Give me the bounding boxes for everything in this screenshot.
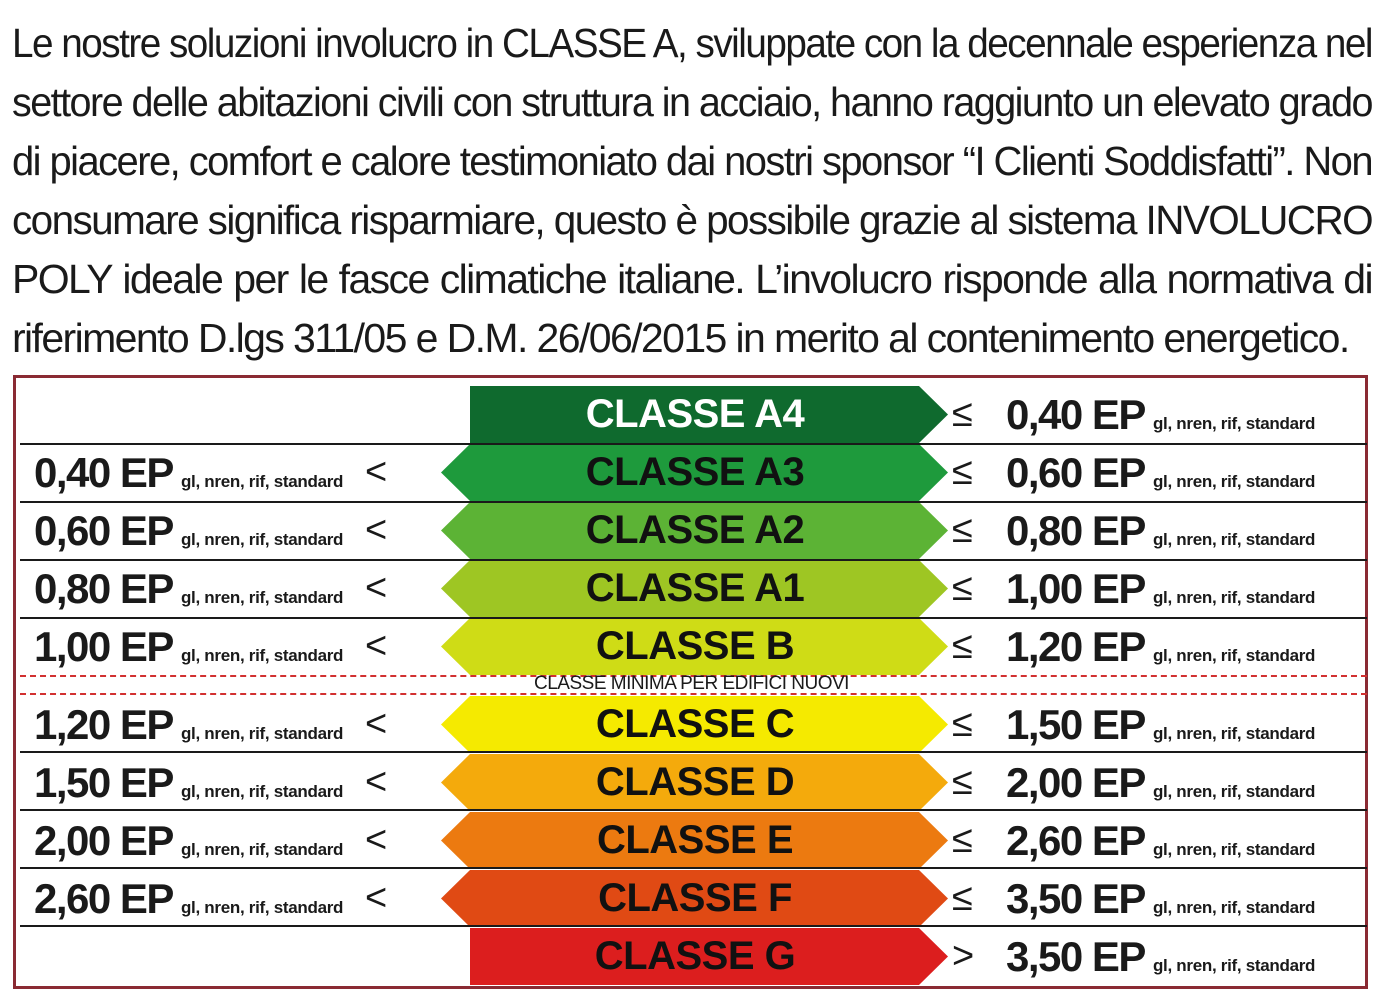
row-divider <box>20 559 1367 561</box>
upper-bound-unit: gl, nren, rif, standard <box>1152 724 1316 743</box>
upper-bound-unit: gl, nren, rif, standard <box>1152 898 1316 917</box>
upper-bound-value <box>1006 386 1315 443</box>
lower-bound-value <box>34 502 343 559</box>
class-label: CLASSE B <box>595 624 795 668</box>
lower-bound-unit: gl, nren, rif, standard <box>180 530 344 549</box>
upper-bound-number: 3,50 EP <box>1006 933 1145 980</box>
lower-bound-number: 0,80 EP <box>34 565 173 612</box>
upper-bound-value <box>1006 870 1315 927</box>
class-label: CLASSE C <box>595 702 795 746</box>
upper-bound-unit: gl, nren, rif, standard <box>1152 782 1316 801</box>
row-divider <box>20 751 1367 753</box>
less-than-operator: < <box>365 451 388 493</box>
upper-bound-number: 0,80 EP <box>1006 507 1145 554</box>
upper-bound-number: 1,20 EP <box>1006 623 1145 670</box>
lower-bound-unit: gl, nren, rif, standard <box>180 472 344 491</box>
class-label: CLASSE A2 <box>585 508 805 552</box>
lower-bound-number: 2,60 EP <box>34 875 173 922</box>
upper-bound-value <box>1006 754 1315 811</box>
upper-bound-number: 1,50 EP <box>1006 701 1145 748</box>
upper-bound-unit: gl, nren, rif, standard <box>1152 956 1316 975</box>
intro-paragraph <box>12 14 1372 368</box>
upper-bound-unit: gl, nren, rif, standard <box>1152 414 1316 433</box>
less-than-operator: < <box>365 509 388 551</box>
intro-line: riferimento D.lgs 311/05 e D.M. 26/06/2015 in merito al contenimento energetico. <box>12 315 1349 361</box>
lower-bound-value <box>34 696 343 753</box>
upper-bound-unit: gl, nren, rif, standard <box>1152 472 1316 491</box>
energy-class-row <box>20 928 1367 985</box>
upper-bound-operator: ≤ <box>952 451 973 493</box>
lower-bound-unit: gl, nren, rif, standard <box>180 646 344 665</box>
lower-bound-number: 0,60 EP <box>34 507 173 554</box>
less-than-operator: < <box>365 877 388 919</box>
class-label: CLASSE A3 <box>585 450 805 494</box>
class-label: CLASSE F <box>598 876 792 920</box>
upper-bound-value <box>1006 444 1315 501</box>
class-label: CLASSE D <box>595 760 795 804</box>
energy-class-row <box>20 386 1367 443</box>
intro-line: consumare significa risparmiare, questo è possibile grazie al sistema INVOLUCRO <box>12 197 1372 243</box>
less-than-operator: < <box>365 819 388 861</box>
lower-bound-value <box>34 754 343 811</box>
lower-bound-unit: gl, nren, rif, standard <box>180 724 344 743</box>
upper-bound-number: 2,60 EP <box>1006 817 1145 864</box>
energy-class-row <box>20 754 1367 811</box>
upper-bound-number: 1,00 EP <box>1006 565 1145 612</box>
upper-bound-value <box>1006 502 1315 559</box>
upper-bound-number: 2,00 EP <box>1006 759 1145 806</box>
intro-line: settore delle abitazioni civili con struttura in acciaio, hanno raggiunto un elevato grado <box>12 79 1372 125</box>
energy-class-row <box>20 870 1367 927</box>
minimum-class-label: CLASSE MINIMA PER EDIFICI NUOVI <box>534 673 849 694</box>
lower-bound-unit: gl, nren, rif, standard <box>180 898 344 917</box>
upper-bound-number: 3,50 EP <box>1006 875 1145 922</box>
upper-bound-unit: gl, nren, rif, standard <box>1152 840 1316 859</box>
upper-bound-value <box>1006 928 1315 985</box>
class-label: CLASSE A1 <box>585 566 805 610</box>
upper-bound-value <box>1006 812 1315 869</box>
energy-class-row <box>20 618 1367 675</box>
upper-bound-operator: ≤ <box>952 509 973 551</box>
lower-bound-value <box>34 870 343 927</box>
energy-class-row <box>20 696 1367 753</box>
upper-bound-operator: > <box>952 935 975 977</box>
upper-bound-operator: ≤ <box>952 567 973 609</box>
row-divider <box>20 925 1367 927</box>
upper-bound-operator: ≤ <box>952 703 973 745</box>
less-than-operator: < <box>365 625 388 667</box>
less-than-operator: < <box>365 567 388 609</box>
upper-bound-operator: ≤ <box>952 877 973 919</box>
less-than-operator: < <box>365 761 388 803</box>
lower-bound-number: 0,40 EP <box>34 449 173 496</box>
upper-bound-unit: gl, nren, rif, standard <box>1152 588 1316 607</box>
upper-bound-unit: gl, nren, rif, standard <box>1152 530 1316 549</box>
class-label: CLASSE E <box>596 818 794 862</box>
lower-bound-unit: gl, nren, rif, standard <box>180 840 344 859</box>
row-divider <box>20 501 1367 503</box>
upper-bound-number: 0,40 EP <box>1006 391 1145 438</box>
lower-bound-value <box>34 812 343 869</box>
row-divider <box>20 443 1367 445</box>
upper-bound-operator: ≤ <box>952 625 973 667</box>
energy-class-row <box>20 444 1367 501</box>
upper-bound-value <box>1006 696 1315 753</box>
upper-bound-operator: ≤ <box>952 761 973 803</box>
class-label: CLASSE G <box>594 934 796 978</box>
upper-bound-operator: ≤ <box>952 819 973 861</box>
upper-bound-operator: ≤ <box>952 393 973 435</box>
upper-bound-value <box>1006 618 1315 675</box>
intro-line: Le nostre soluzioni involucro in CLASSE A, sviluppate con la decennale esperienza nel <box>12 20 1372 66</box>
less-than-operator: < <box>365 703 388 745</box>
class-label: CLASSE A4 <box>585 392 805 436</box>
row-divider <box>20 617 1367 619</box>
lower-bound-unit: gl, nren, rif, standard <box>180 782 344 801</box>
lower-bound-number: 1,50 EP <box>34 759 173 806</box>
lower-bound-number: 2,00 EP <box>34 817 173 864</box>
row-divider <box>20 867 1367 869</box>
lower-bound-value <box>34 444 343 501</box>
intro-line: POLY ideale per le fasce climatiche italiane. L’involucro risponde alla normativa di <box>12 256 1372 302</box>
row-divider <box>20 809 1367 811</box>
energy-class-row <box>20 502 1367 559</box>
energy-class-row <box>20 812 1367 869</box>
upper-bound-unit: gl, nren, rif, standard <box>1152 646 1316 665</box>
lower-bound-number: 1,20 EP <box>34 701 173 748</box>
lower-bound-number: 1,00 EP <box>34 623 173 670</box>
lower-bound-unit: gl, nren, rif, standard <box>180 588 344 607</box>
energy-class-row <box>20 560 1367 617</box>
upper-bound-value <box>1006 560 1315 617</box>
upper-bound-number: 0,60 EP <box>1006 449 1145 496</box>
lower-bound-value <box>34 618 343 675</box>
lower-bound-value <box>34 560 343 617</box>
intro-line: di piacere, comfort e calore testimoniato dai nostri sponsor “I Clienti Soddisfatti”. Non <box>12 138 1372 184</box>
